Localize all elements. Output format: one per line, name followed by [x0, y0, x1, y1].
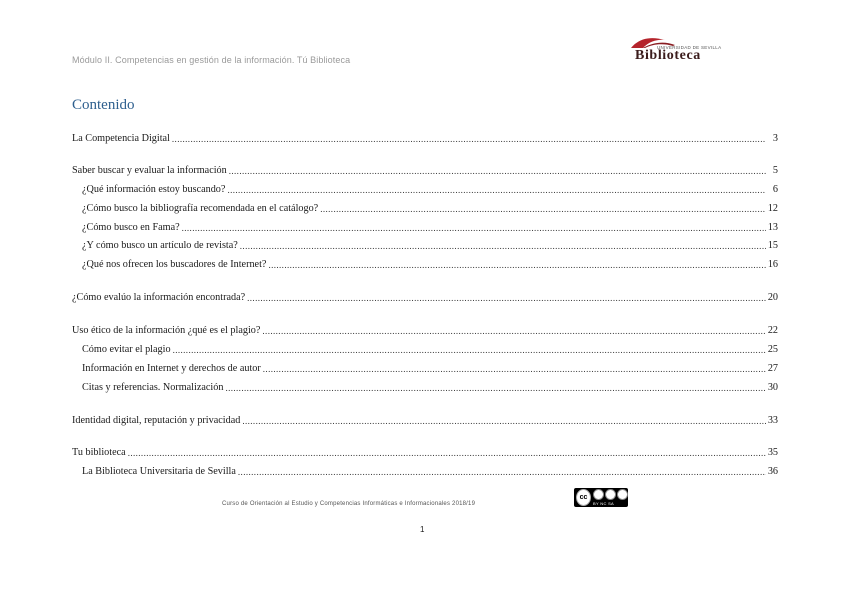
toc-leader-dots	[240, 239, 766, 253]
toc-entry[interactable]	[72, 446, 778, 460]
toc-subentry[interactable]	[82, 221, 778, 235]
footer-course-text: Curso de Orientación al Estudio y Competencias Informáticas e Informacionales 2018/19	[222, 501, 476, 507]
toc-leader-dots	[173, 343, 766, 357]
toc-entry-page: 30	[767, 382, 778, 393]
toc-leader-dots	[238, 465, 766, 479]
toc-entry-page: 25	[767, 344, 778, 355]
toc-entry-page: 36	[767, 466, 778, 477]
toc-entry-page: 15	[767, 240, 778, 251]
toc-subentry[interactable]	[82, 239, 778, 253]
toc-entry-page: 6	[772, 184, 778, 195]
running-header: Módulo II. Competencias en gestión de la información. Tú Biblioteca	[72, 55, 351, 65]
toc-leader-dots	[172, 132, 766, 146]
toc-leader-dots	[227, 183, 766, 197]
toc-entry-label: Identidad digital, reputación y privacidad	[72, 415, 241, 426]
toc-entry-page: 35	[767, 447, 778, 458]
toc-entry-label: ¿Qué nos ofrecen los buscadores de Internet?	[82, 259, 267, 270]
toc-entry-page: 5	[772, 165, 778, 176]
cc-nc-icon	[605, 489, 616, 500]
toc-leader-dots	[320, 202, 766, 216]
toc-entry[interactable]	[72, 414, 778, 428]
toc-subentry[interactable]	[82, 183, 778, 197]
toc-subentry[interactable]	[82, 362, 778, 376]
toc-entry-page: 12	[767, 203, 778, 214]
toc-entry-page: 22	[767, 325, 778, 336]
toc-leader-dots	[229, 164, 766, 178]
toc-leader-dots	[182, 221, 766, 235]
toc-entry-label: ¿Cómo busco en Fama?	[82, 222, 180, 233]
toc-subentry[interactable]	[82, 465, 778, 479]
toc-entry-label: ¿Y cómo busco un artículo de revista?	[82, 240, 238, 251]
toc-subentry[interactable]	[82, 258, 778, 272]
toc-entry-label: Información en Internet y derechos de autor	[82, 363, 261, 374]
toc-subentry[interactable]	[82, 202, 778, 216]
biblioteca-logo	[629, 36, 729, 66]
toc-entry[interactable]	[72, 132, 778, 146]
toc-entry[interactable]	[72, 164, 778, 178]
toc-subentry[interactable]	[82, 343, 778, 357]
page-number: 1	[420, 525, 425, 534]
toc-entry-page: 33	[767, 415, 778, 426]
toc-leader-dots	[268, 258, 765, 272]
toc-entry-label: Citas y referencias. Normalización	[82, 382, 224, 393]
toc-heading: Contenido	[72, 97, 135, 113]
toc-entry-page: 3	[772, 133, 778, 144]
toc-entry-label: La Biblioteca Universitaria de Sevilla	[82, 466, 236, 477]
cc-license-icons	[593, 489, 628, 500]
toc-leader-dots	[225, 381, 765, 395]
toc-leader-dots	[247, 291, 766, 305]
cc-by-nc-sa-icon[interactable]	[574, 488, 628, 507]
logo-university-text: UNIVERSIDAD DE SEVILLA	[657, 45, 722, 50]
cc-license-terms: BY NC SA	[593, 501, 614, 506]
toc-entry-label: ¿Qué información estoy buscando?	[82, 184, 226, 195]
toc-leader-dots	[262, 324, 765, 338]
toc-subentry[interactable]	[82, 381, 778, 395]
cc-license-details	[593, 489, 628, 506]
toc-entry-label: Uso ético de la información ¿qué es el plagio?	[72, 325, 261, 336]
toc-entry-page: 27	[767, 363, 778, 374]
toc-entry-page: 16	[767, 259, 778, 270]
toc-entry-label: ¿Cómo busco la bibliografía recomendada en el catálogo?	[82, 203, 319, 214]
toc-entry[interactable]	[72, 291, 778, 305]
toc-entry-label: Cómo evitar el plagio	[82, 344, 171, 355]
toc-entry-page: 13	[767, 222, 778, 233]
toc-entry-label: ¿Cómo evalúo la información encontrada?	[72, 292, 246, 303]
toc-entry-label: Saber buscar y evaluar la información	[72, 165, 227, 176]
toc-entry[interactable]	[72, 324, 778, 338]
toc-entry-label: La Competencia Digital	[72, 133, 170, 144]
toc-entry-page: 20	[767, 292, 778, 303]
cc-logo-icon: cc	[576, 489, 591, 506]
toc-entry-label: Tu biblioteca	[72, 447, 126, 458]
toc-leader-dots	[242, 414, 765, 428]
toc-leader-dots	[128, 446, 766, 460]
logo-wordmark: Biblioteca	[635, 48, 701, 63]
cc-sa-icon	[617, 489, 628, 500]
toc-leader-dots	[263, 362, 766, 376]
cc-by-icon	[593, 489, 604, 500]
